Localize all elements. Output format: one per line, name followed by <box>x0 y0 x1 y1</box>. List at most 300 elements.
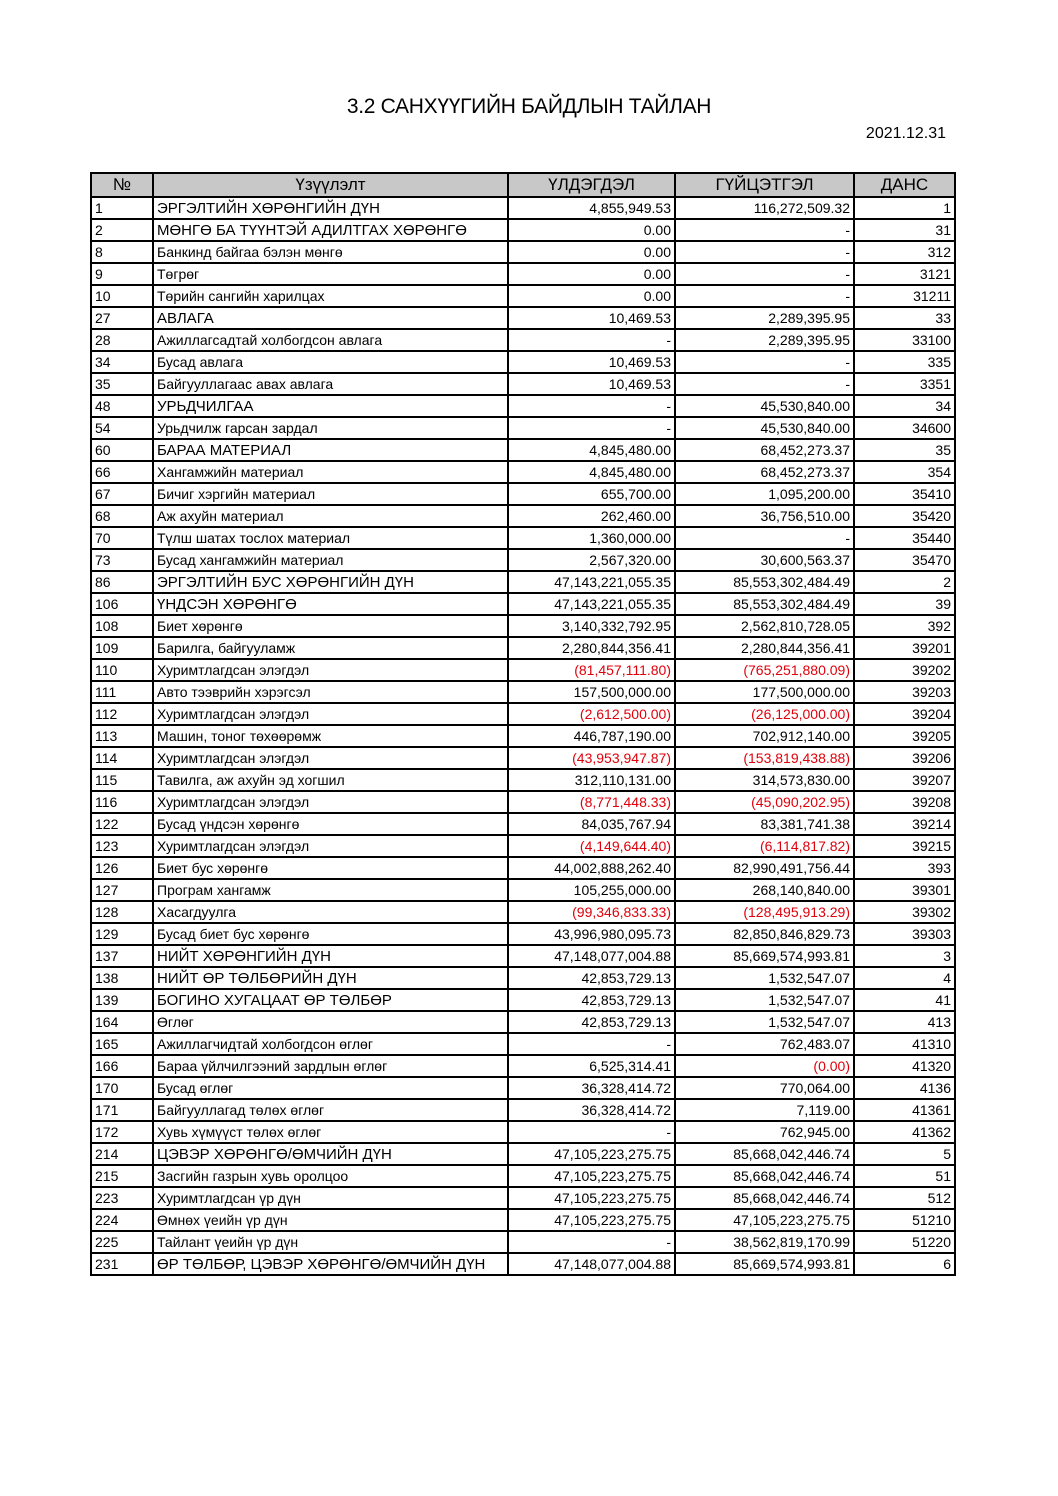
row-account: 354 <box>854 461 955 483</box>
row-balance: 47,148,077,004.88 <box>508 945 675 967</box>
row-indicator: Өмнөх үеийн үр дүн <box>153 1209 508 1231</box>
table-row <box>91 1011 955 1033</box>
table-row <box>91 681 955 703</box>
table-row <box>91 483 955 505</box>
report-title: 3.2 САНХҮҮГИЙН БАЙДЛЫН ТАЙЛАН <box>346 95 712 118</box>
row-actual: 1,532,547.07 <box>675 989 854 1011</box>
row-account: 3351 <box>854 373 955 395</box>
row-number: 66 <box>91 461 153 483</box>
header-number: № <box>91 173 153 197</box>
row-number: 109 <box>91 637 153 659</box>
row-number: 113 <box>91 725 153 747</box>
table-row <box>91 791 955 813</box>
row-actual: - <box>675 219 854 241</box>
row-account: 31 <box>854 219 955 241</box>
row-number: 214 <box>91 1143 153 1165</box>
row-number: 68 <box>91 505 153 527</box>
row-actual: 116,272,509.32 <box>675 197 854 219</box>
header-actual: ГҮЙЦЭТГЭЛ <box>675 173 854 197</box>
row-account: 39204 <box>854 703 955 725</box>
row-balance: 44,002,888,262.40 <box>508 857 675 879</box>
row-actual: 85,668,042,446.74 <box>675 1143 854 1165</box>
row-actual: 36,756,510.00 <box>675 505 854 527</box>
row-indicator: Авто тээврийн хэрэгсэл <box>153 681 508 703</box>
row-indicator: Машин, тоног төхөөрөмж <box>153 725 508 747</box>
row-number: 223 <box>91 1187 153 1209</box>
row-indicator: Хуримтлагдсан үр дүн <box>153 1187 508 1209</box>
table-row <box>91 857 955 879</box>
table-row <box>91 879 955 901</box>
row-account: 39203 <box>854 681 955 703</box>
row-number: 123 <box>91 835 153 857</box>
row-balance: 2,280,844,356.41 <box>508 637 675 659</box>
row-number: 127 <box>91 879 153 901</box>
row-account: 34 <box>854 395 955 417</box>
table-row <box>91 1165 955 1187</box>
row-account: 39205 <box>854 725 955 747</box>
row-number: 111 <box>91 681 153 703</box>
row-indicator: НИЙТ ХӨРӨНГИЙН ДҮН <box>153 945 508 967</box>
row-balance: (81,457,111.80) <box>508 659 675 681</box>
row-balance: - <box>508 395 675 417</box>
table-row <box>91 527 955 549</box>
row-indicator: ҮНДСЭН ХӨРӨНГӨ <box>153 593 508 615</box>
row-indicator: Төгрөг <box>153 263 508 285</box>
row-account: 3121 <box>854 263 955 285</box>
balance-sheet-table <box>90 172 956 1276</box>
row-indicator: Байгууллагаас авах авлага <box>153 373 508 395</box>
row-indicator: Урьдчилж гарсан зардал <box>153 417 508 439</box>
table-row <box>91 329 955 351</box>
row-indicator: ЭРГЭЛТИЙН БУС ХӨРӨНГИЙН ДҮН <box>153 571 508 593</box>
row-actual: 2,280,844,356.41 <box>675 637 854 659</box>
row-account: 41310 <box>854 1033 955 1055</box>
row-indicator: Биет хөрөнгө <box>153 615 508 637</box>
row-balance: (8,771,448.33) <box>508 791 675 813</box>
row-balance: 0.00 <box>508 241 675 263</box>
row-account: 4136 <box>854 1077 955 1099</box>
row-balance: 157,500,000.00 <box>508 681 675 703</box>
table-row <box>91 417 955 439</box>
row-balance: 4,845,480.00 <box>508 439 675 461</box>
header-account: ДАНС <box>854 173 955 197</box>
row-number: 137 <box>91 945 153 967</box>
row-number: 170 <box>91 1077 153 1099</box>
row-balance: 4,855,949.53 <box>508 197 675 219</box>
row-actual: 82,850,846,829.73 <box>675 923 854 945</box>
row-indicator: Засгийн газрын хувь оролцоо <box>153 1165 508 1187</box>
row-account: 41361 <box>854 1099 955 1121</box>
table-row <box>91 1055 955 1077</box>
row-number: 73 <box>91 549 153 571</box>
row-account: 39301 <box>854 879 955 901</box>
row-number: 224 <box>91 1209 153 1231</box>
row-indicator: БОГИНО ХУГАЦААТ ӨР ТӨЛБӨР <box>153 989 508 1011</box>
table-row <box>91 395 955 417</box>
row-account: 34600 <box>854 417 955 439</box>
row-account: 39208 <box>854 791 955 813</box>
row-balance: 42,853,729.13 <box>508 1011 675 1033</box>
row-account: 33 <box>854 307 955 329</box>
table-body <box>91 197 955 1275</box>
row-actual: 2,289,395.95 <box>675 329 854 351</box>
table-row <box>91 285 955 307</box>
row-balance: 105,255,000.00 <box>508 879 675 901</box>
row-actual: 1,532,547.07 <box>675 1011 854 1033</box>
row-indicator: Бараа үйлчилгээний зардлын өглөг <box>153 1055 508 1077</box>
row-indicator: Хуримтлагдсан элэгдэл <box>153 747 508 769</box>
row-account: 413 <box>854 1011 955 1033</box>
row-number: 122 <box>91 813 153 835</box>
row-balance: 42,853,729.13 <box>508 967 675 989</box>
row-account: 41 <box>854 989 955 1011</box>
row-indicator: Бусад өглөг <box>153 1077 508 1099</box>
header-balance: ҮЛДЭГДЭЛ <box>508 173 675 197</box>
row-account: 35420 <box>854 505 955 527</box>
row-actual: 762,483.07 <box>675 1033 854 1055</box>
row-number: 8 <box>91 241 153 263</box>
table-row <box>91 637 955 659</box>
row-account: 39 <box>854 593 955 615</box>
row-actual: 38,562,819,170.99 <box>675 1231 854 1253</box>
table-row <box>91 307 955 329</box>
row-balance: 36,328,414.72 <box>508 1077 675 1099</box>
row-balance: (43,953,947.87) <box>508 747 675 769</box>
row-account: 4 <box>854 967 955 989</box>
row-balance: 10,469.53 <box>508 307 675 329</box>
row-balance: 47,143,221,055.35 <box>508 593 675 615</box>
row-actual: - <box>675 285 854 307</box>
row-balance: 47,148,077,004.88 <box>508 1253 675 1275</box>
row-actual: 2,289,395.95 <box>675 307 854 329</box>
row-account: 35470 <box>854 549 955 571</box>
row-indicator: ӨР ТӨЛБӨР, ЦЭВЭР ХӨРӨНГӨ/ӨМЧИЙН ДҮН <box>153 1253 508 1275</box>
table-row <box>91 263 955 285</box>
row-account: 2 <box>854 571 955 593</box>
row-account: 39207 <box>854 769 955 791</box>
row-actual: 68,452,273.37 <box>675 461 854 483</box>
row-balance: 10,469.53 <box>508 373 675 395</box>
row-number: 110 <box>91 659 153 681</box>
table-row <box>91 593 955 615</box>
row-number: 70 <box>91 527 153 549</box>
row-balance: 655,700.00 <box>508 483 675 505</box>
row-indicator: БАРАА МАТЕРИАЛ <box>153 439 508 461</box>
row-actual: 47,105,223,275.75 <box>675 1209 854 1231</box>
row-account: 39202 <box>854 659 955 681</box>
row-number: 139 <box>91 989 153 1011</box>
row-balance: 6,525,314.41 <box>508 1055 675 1077</box>
row-number: 128 <box>91 901 153 923</box>
row-indicator: Өглөг <box>153 1011 508 1033</box>
row-indicator: Бичиг хэргийн материал <box>153 483 508 505</box>
row-account: 39303 <box>854 923 955 945</box>
table-row <box>91 659 955 681</box>
row-indicator: Хуримтлагдсан элэгдэл <box>153 835 508 857</box>
row-number: 108 <box>91 615 153 637</box>
row-actual: 1,532,547.07 <box>675 967 854 989</box>
row-number: 129 <box>91 923 153 945</box>
table-row <box>91 571 955 593</box>
row-actual: 85,668,042,446.74 <box>675 1165 854 1187</box>
row-indicator: Бусад авлага <box>153 351 508 373</box>
row-actual: 85,669,574,993.81 <box>675 1253 854 1275</box>
table-row <box>91 505 955 527</box>
table-row <box>91 703 955 725</box>
row-balance: 36,328,414.72 <box>508 1099 675 1121</box>
row-balance: 47,105,223,275.75 <box>508 1143 675 1165</box>
row-indicator: Төрийн сангийн харилцах <box>153 285 508 307</box>
row-number: 172 <box>91 1121 153 1143</box>
table-row <box>91 1099 955 1121</box>
row-balance: - <box>508 1033 675 1055</box>
row-balance: 42,853,729.13 <box>508 989 675 1011</box>
row-actual: 268,140,840.00 <box>675 879 854 901</box>
row-actual: - <box>675 373 854 395</box>
row-actual: 85,553,302,484.49 <box>675 593 854 615</box>
row-balance: 0.00 <box>508 263 675 285</box>
row-number: 2 <box>91 219 153 241</box>
row-indicator: Бусад биет бус хөрөнгө <box>153 923 508 945</box>
row-number: 1 <box>91 197 153 219</box>
row-actual: 85,668,042,446.74 <box>675 1187 854 1209</box>
row-balance: - <box>508 1121 675 1143</box>
row-number: 166 <box>91 1055 153 1077</box>
row-actual: 45,530,840.00 <box>675 417 854 439</box>
row-number: 10 <box>91 285 153 307</box>
row-actual: (6,114,817.82) <box>675 835 854 857</box>
row-actual: 770,064.00 <box>675 1077 854 1099</box>
row-number: 9 <box>91 263 153 285</box>
row-account: 39302 <box>854 901 955 923</box>
row-number: 67 <box>91 483 153 505</box>
row-account: 35440 <box>854 527 955 549</box>
row-indicator: Хуримтлагдсан элэгдэл <box>153 659 508 681</box>
row-indicator: ЦЭВЭР ХӨРӨНГӨ/ӨМЧИЙН ДҮН <box>153 1143 508 1165</box>
table-row <box>91 461 955 483</box>
row-balance: 1,360,000.00 <box>508 527 675 549</box>
table-row <box>91 1143 955 1165</box>
row-actual: 762,945.00 <box>675 1121 854 1143</box>
row-number: 60 <box>91 439 153 461</box>
row-number: 215 <box>91 1165 153 1187</box>
row-account: 35410 <box>854 483 955 505</box>
row-account: 39206 <box>854 747 955 769</box>
row-balance: 47,105,223,275.75 <box>508 1165 675 1187</box>
table-row <box>91 923 955 945</box>
table-row <box>91 835 955 857</box>
row-number: 115 <box>91 769 153 791</box>
row-account: 51 <box>854 1165 955 1187</box>
row-account: 41320 <box>854 1055 955 1077</box>
row-balance: 3,140,332,792.95 <box>508 615 675 637</box>
row-balance: 47,143,221,055.35 <box>508 571 675 593</box>
table-header-row <box>91 173 955 197</box>
row-indicator: Биет бус хөрөнгө <box>153 857 508 879</box>
table-row <box>91 351 955 373</box>
table-row <box>91 615 955 637</box>
row-indicator: Хасагдуулга <box>153 901 508 923</box>
row-indicator: Хангамжийн материал <box>153 461 508 483</box>
row-account: 51210 <box>854 1209 955 1231</box>
row-indicator: Програм хангамж <box>153 879 508 901</box>
row-account: 335 <box>854 351 955 373</box>
row-actual: 30,600,563.37 <box>675 549 854 571</box>
row-indicator: Бусад хангамжийн материал <box>153 549 508 571</box>
row-account: 512 <box>854 1187 955 1209</box>
row-indicator: Аж ахуйн материал <box>153 505 508 527</box>
row-indicator: НИЙТ ӨР ТӨЛБӨРИЙН ДҮН <box>153 967 508 989</box>
row-balance: 47,105,223,275.75 <box>508 1187 675 1209</box>
row-actual: 702,912,140.00 <box>675 725 854 747</box>
row-account: 312 <box>854 241 955 263</box>
row-number: 116 <box>91 791 153 813</box>
row-actual: - <box>675 241 854 263</box>
table-row <box>91 989 955 1011</box>
row-balance: 0.00 <box>508 219 675 241</box>
table-row <box>91 373 955 395</box>
row-number: 106 <box>91 593 153 615</box>
row-balance: (99,346,833.33) <box>508 901 675 923</box>
row-account: 39201 <box>854 637 955 659</box>
row-account: 39215 <box>854 835 955 857</box>
header-indicator: Үзүүлэлт <box>153 173 508 197</box>
row-balance: 47,105,223,275.75 <box>508 1209 675 1231</box>
row-number: 171 <box>91 1099 153 1121</box>
row-indicator: Тайлант үеийн үр дүн <box>153 1231 508 1253</box>
row-account: 393 <box>854 857 955 879</box>
row-balance: 262,460.00 <box>508 505 675 527</box>
row-account: 5 <box>854 1143 955 1165</box>
row-indicator: Барилга, байгууламж <box>153 637 508 659</box>
row-actual: 177,500,000.00 <box>675 681 854 703</box>
row-actual: (128,495,913.29) <box>675 901 854 923</box>
row-indicator: Тавилга, аж ахуйн эд хогшил <box>153 769 508 791</box>
row-balance: 10,469.53 <box>508 351 675 373</box>
row-indicator: Ажиллагсадтай холбогдсон авлага <box>153 329 508 351</box>
row-indicator: МӨНГӨ БА ТҮҮНТЭЙ АДИЛТГАХ ХӨРӨНГӨ <box>153 219 508 241</box>
row-account: 6 <box>854 1253 955 1275</box>
row-number: 225 <box>91 1231 153 1253</box>
row-number: 114 <box>91 747 153 769</box>
row-indicator: Хуримтлагдсан элэгдэл <box>153 703 508 725</box>
row-indicator: Хуримтлагдсан элэгдэл <box>153 791 508 813</box>
table-row <box>91 241 955 263</box>
row-number: 54 <box>91 417 153 439</box>
table-row <box>91 549 955 571</box>
table-row <box>91 1253 955 1275</box>
row-actual: 7,119.00 <box>675 1099 854 1121</box>
table-row <box>91 1209 955 1231</box>
row-number: 231 <box>91 1253 153 1275</box>
table-row <box>91 197 955 219</box>
row-balance: (2,612,500.00) <box>508 703 675 725</box>
table-row <box>91 747 955 769</box>
row-balance: - <box>508 1231 675 1253</box>
row-actual: 68,452,273.37 <box>675 439 854 461</box>
table-row <box>91 1187 955 1209</box>
row-actual: - <box>675 527 854 549</box>
table-row <box>91 219 955 241</box>
row-actual: 82,990,491,756.44 <box>675 857 854 879</box>
row-actual: 83,381,741.38 <box>675 813 854 835</box>
row-number: 34 <box>91 351 153 373</box>
row-balance: 84,035,767.94 <box>508 813 675 835</box>
row-balance: 43,996,980,095.73 <box>508 923 675 945</box>
row-number: 126 <box>91 857 153 879</box>
table-row <box>91 1231 955 1253</box>
row-account: 1 <box>854 197 955 219</box>
row-account: 392 <box>854 615 955 637</box>
row-actual: 314,573,830.00 <box>675 769 854 791</box>
table-row <box>91 725 955 747</box>
row-balance: (4,149,644.40) <box>508 835 675 857</box>
table-row <box>91 1077 955 1099</box>
row-actual: (0.00) <box>675 1055 854 1077</box>
row-actual: 2,562,810,728.05 <box>675 615 854 637</box>
table-row <box>91 1033 955 1055</box>
row-number: 138 <box>91 967 153 989</box>
row-actual: 85,553,302,484.49 <box>675 571 854 593</box>
row-actual: - <box>675 351 854 373</box>
table-row <box>91 1121 955 1143</box>
row-number: 27 <box>91 307 153 329</box>
row-actual: 45,530,840.00 <box>675 395 854 417</box>
row-indicator: Ажиллагчидтай холбогдсон өглөг <box>153 1033 508 1055</box>
row-account: 33100 <box>854 329 955 351</box>
row-account: 39214 <box>854 813 955 835</box>
row-number: 86 <box>91 571 153 593</box>
row-number: 112 <box>91 703 153 725</box>
row-actual: 85,669,574,993.81 <box>675 945 854 967</box>
row-account: 35 <box>854 439 955 461</box>
row-indicator: УРЬДЧИЛГАА <box>153 395 508 417</box>
row-account: 3 <box>854 945 955 967</box>
row-actual: (45,090,202.95) <box>675 791 854 813</box>
row-indicator: Банкинд байгаа бэлэн мөнгө <box>153 241 508 263</box>
row-number: 35 <box>91 373 153 395</box>
row-account: 41362 <box>854 1121 955 1143</box>
table-row <box>91 769 955 791</box>
row-indicator: Хувь хүмүүст төлөх өглөг <box>153 1121 508 1143</box>
row-balance: - <box>508 417 675 439</box>
row-balance: - <box>508 329 675 351</box>
row-account: 51220 <box>854 1231 955 1253</box>
row-indicator: Түлш шатах тослох материал <box>153 527 508 549</box>
table-row <box>91 945 955 967</box>
row-account: 31211 <box>854 285 955 307</box>
row-indicator: АВЛАГА <box>153 307 508 329</box>
report-date: 2021.12.31 <box>865 125 946 142</box>
table-row <box>91 901 955 923</box>
table-row <box>91 439 955 461</box>
row-balance: 4,845,480.00 <box>508 461 675 483</box>
row-balance: 0.00 <box>508 285 675 307</box>
row-actual: - <box>675 263 854 285</box>
row-number: 165 <box>91 1033 153 1055</box>
row-actual: (26,125,000.00) <box>675 703 854 725</box>
table-row <box>91 813 955 835</box>
row-balance: 312,110,131.00 <box>508 769 675 791</box>
table-row <box>91 967 955 989</box>
row-actual: (765,251,880.09) <box>675 659 854 681</box>
row-balance: 446,787,190.00 <box>508 725 675 747</box>
row-indicator: Байгууллагад төлөх өглөг <box>153 1099 508 1121</box>
row-indicator: ЭРГЭЛТИЙН ХӨРӨНГИЙН ДҮН <box>153 197 508 219</box>
row-number: 28 <box>91 329 153 351</box>
row-number: 164 <box>91 1011 153 1033</box>
row-actual: 1,095,200.00 <box>675 483 854 505</box>
